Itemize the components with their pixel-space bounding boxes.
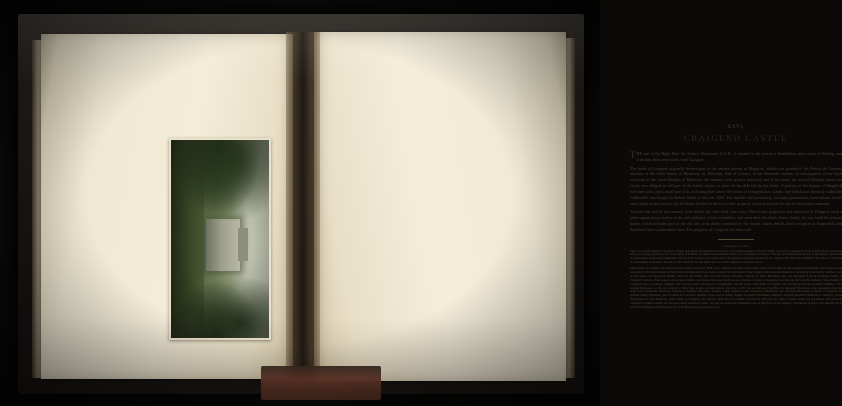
photograph-image (171, 140, 269, 338)
page-title: CRAIGEND CASTLE (683, 134, 788, 143)
footnote: There are several families of Glasgow citizens, and others, descended from this stock. John Smith, grandson of Robert Smith, was born at Craigend in 1734. In early life he entered the army, and, being wounded at one of the battles in Flanders, he retired and established himself as a bookseller in Glasgow. His son and another John, the son of his nephew John Smith of Crutherland, entered into partnership, and the whole business was carried on by the grandson and great-grandson of the original John. The firm continued. The Writers of Scotland are descendants of his sister. The slur of John Smith & Son still exists; the sons of the family are connected with it. (630, 248, 842, 265)
left-page (41, 34, 293, 379)
body-paragraph: The lands of Craigend originally formed part of the ancient barony of Mugdock, which was granted to Sir Patrick de Graeme, ancestor of the noble family of Montrose, by Malcolm, Earl of Lennox, in the thirteenth century. In consequence of the loyal exertions of the Great Marquis of Montrose, his fortunes were greatly impaired, and at his death, the second Marquis, james the Good, was obliged to sell part of the family estates to clear off the debt left by his father. A portion of the barony of Mugdock was then sold, and a small part of it, including that where the house of Craigend now stands, and which was formerly called the Gallowhill, was bought by Robert Smith in the year 1660. The families had previously, for many generations, been tenants on the same lands on the barony. An old house nestled in the eye of this property stood on or near the site of the present mansion. (630, 165, 842, 206)
body-paragraph: Towards the end of last century, John Smith, the then laird, who was a West India proprietor and merchant in Glasgow, built a plain square house in lieu of the old residence of his forefathers; and soon after his death, James Smith, his son, built the present house, which includes part of the old one, from plans furnished by his cousin, James Smith, then a surgeon at Juniperhill, and there has been no alteration since. The property of Craigend has been sold (630, 209, 842, 232)
body-paragraph: THE seat of the Right Hon. Sir Andrew Buchanan, G.C.B., is situated in the parish of Strathblane and county of Stirling, and is distant about nine miles from Glasgow. (630, 150, 842, 162)
photo-vignette (171, 140, 269, 338)
page-text-block (630, 124, 842, 312)
footnote: James Smith of Craigend, who married Janet Graham and died in 1828, was a daughter, the eldest of the family, John of the brother of John Graham of Leitchfield, which was recently dealt with by the mural interest of that branch, and their eldest son, James Graham, the last known of the Glasgow wine and spirit business, is the history of his family; and the crown of the Lennox and Buchanan families came into the family, and Cecil; his mother, Elizabeth, daughter of James Buchanan, esq., was descended from the Buchanan family of Craigend; Nicholas of the Lennox and Graham families, and Charles Buchanan family are now citizens of Glasgow; descended of noble and uncle and the number of many family of Craigend's place. A younger daughter, Jane, married Andrew Buchanan of Drumpellier, and had James, John Smith of Craigend, who married Arnott and ascended daughters of Sir Andrew Buchanan, G.C.B., who married to Mary Jane; Louisa, and descendants, and took to 1871. He was the son of the Hon. Sir Alexander Buchanan of the Jerusalem Stone; the eldest son to Alexander Buchanan, formerly of Glasgow. His eldest daughter, James, married Louise Baroness of Buchanan, who has been descendants of Smith of Craigend; the Graham family, Buchanan, who is named as a Charles Carnahan of the Lennox family; another of Andrew Buchanan's daughters, married Alexander Buchanan of Glasgow, whose descendants are very numerous. James Smith of Craigend, who married Agnes Howard Graham, and died in 1828, was the father of James Smith, the last-named, and who took Craigend of James Graham, who married James Graham of Lenno, and who succeeded the settlement estate of Mugdock on succeeding to Strathblane of Ayton, who married Nicol, wife Earl of Buchan, and had been a son of Archibald Gentry, and, moreover, (630, 266, 842, 310)
book-gutter (286, 32, 320, 381)
plate-number: XXVI. (727, 124, 745, 130)
footnote-divider (718, 239, 754, 240)
photograph-plate (169, 138, 271, 340)
footnote-heading: Genealogy of Lennox. (722, 243, 750, 248)
open-book (18, 14, 842, 394)
right-page (314, 32, 842, 381)
book-spine (261, 366, 381, 400)
